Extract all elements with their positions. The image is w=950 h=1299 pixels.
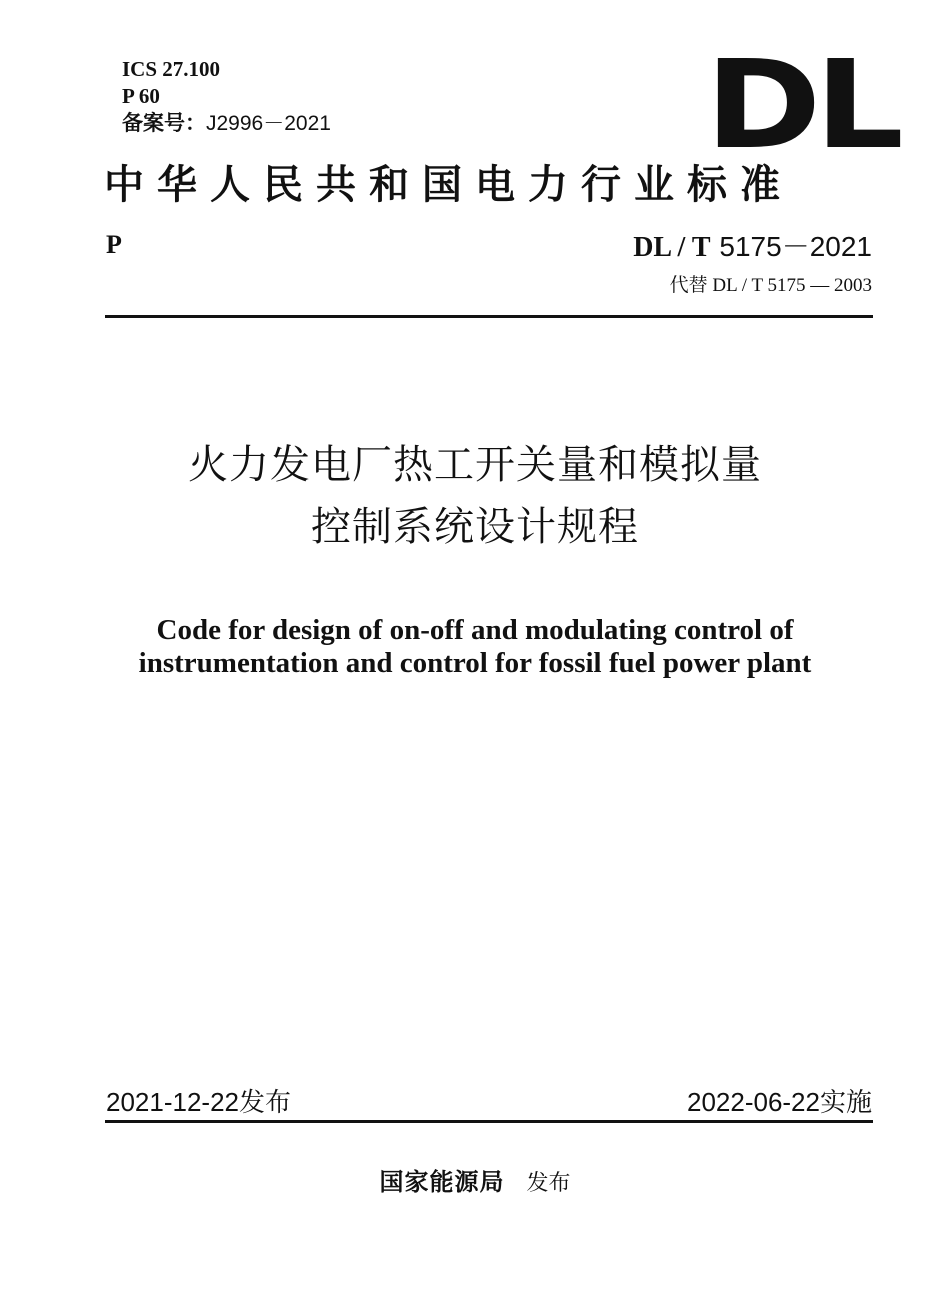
issue-date-value: 2021-12-22 <box>106 1087 239 1117</box>
ccs-code: P 60 <box>122 84 160 108</box>
class-letter: P <box>106 230 122 259</box>
effective-label: 实施 <box>819 1087 872 1117</box>
en-title-line2: instrumentation and control for fossil fuel power plant <box>138 647 812 679</box>
dl-logo: DL <box>705 34 898 176</box>
issue-date <box>106 1082 291 1119</box>
effective-date-value: 2022-06-22 <box>686 1087 820 1117</box>
footer-divider <box>105 1120 873 1123</box>
standard-number-prefix: DL / T <box>633 232 711 263</box>
cn-title-line2: 控制系统设计规程 <box>311 504 639 550</box>
filing-label: 备案号： <box>122 111 206 135</box>
issuer-action: 发布 <box>526 1171 571 1196</box>
filing-code: J2996－2021 <box>206 112 331 135</box>
issue-label: 发布 <box>239 1087 292 1117</box>
standard-number <box>633 225 872 265</box>
header-divider <box>105 315 873 318</box>
en-title-line1: Code for design of on-off and modulating control of <box>156 614 794 646</box>
effective-date <box>687 1082 872 1119</box>
ics-code: ICS 27.100 <box>122 57 221 81</box>
issuer-org: 国家能源局 <box>379 1167 505 1196</box>
standard-category-title: 中华人民共和国电力行业标准 <box>104 161 793 208</box>
cn-title-line1: 火力发电厂热工开关量和模拟量 <box>188 442 762 488</box>
standard-number-value: 5175－2021 <box>719 231 872 262</box>
standard-meta <box>122 56 331 137</box>
issuer <box>0 1162 950 1197</box>
replaces-note: 代替 DL / T 5175 — 2003 <box>669 275 872 296</box>
filing-number <box>122 110 331 137</box>
